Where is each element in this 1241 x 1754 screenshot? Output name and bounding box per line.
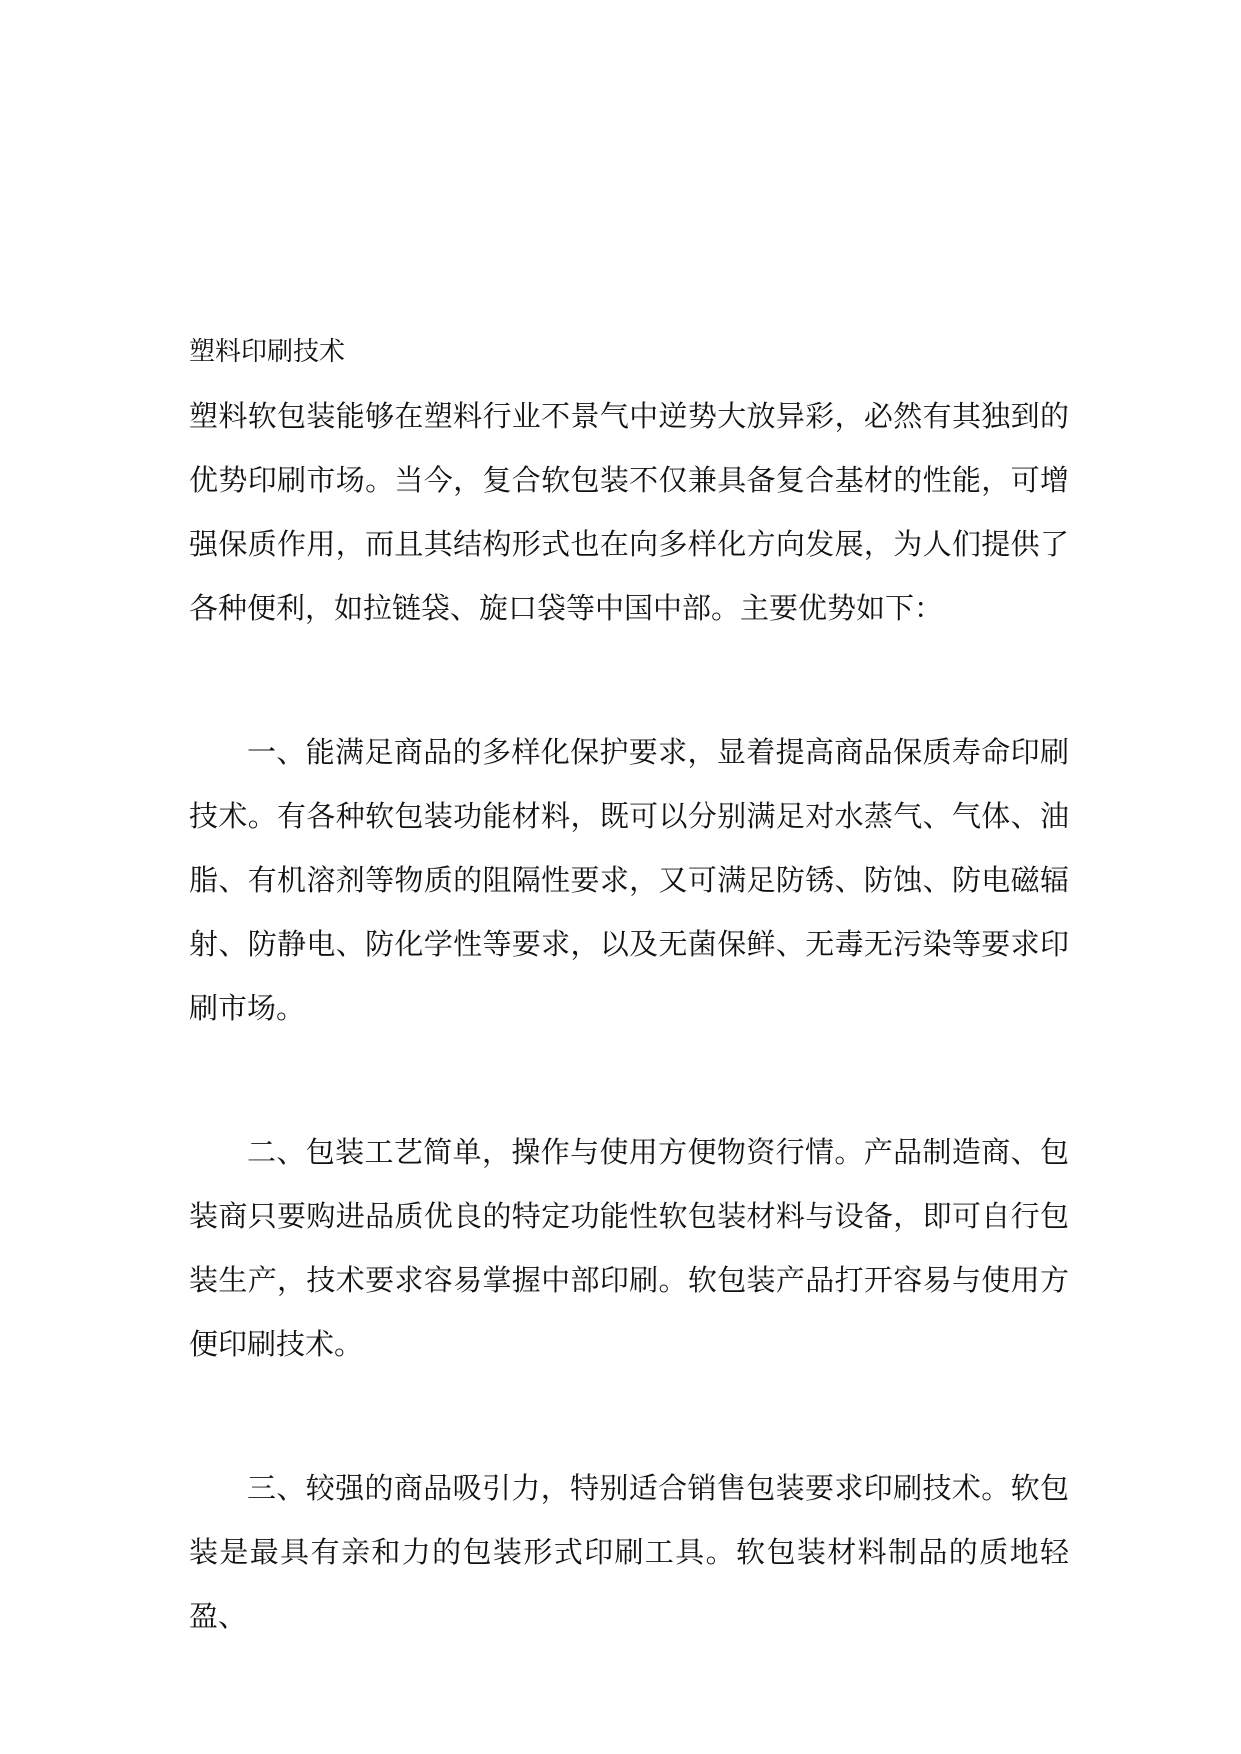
- point-paragraph-3: 三、较强的商品吸引力，特别适合销售包装要求印刷技术。软包装是最具有亲和力的包装形式印刷工具。软包装材料制品的质地轻盈、: [189, 1471, 1069, 1633]
- document-title: 塑料印刷技术: [189, 337, 346, 367]
- point-paragraph-2: 二、包装工艺简单，操作与使用方便物资行情。产品制造商、包装商只要购进品质优良的特定功能性软包装材料与设备，即可自行包装生产，技术要求容易掌握中部印刷。软包装产品打开容易与使用方便印刷技术。: [189, 1135, 1069, 1361]
- paragraph-spacer: [189, 640, 1069, 720]
- document-body: [189, 330, 1069, 1648]
- paragraph-spacer: [189, 1376, 1069, 1456]
- paragraph-spacer: [189, 1040, 1069, 1120]
- intro-paragraph: 塑料软包装能够在塑料行业不景气中逆势大放异彩，必然有其独到的优势印刷市场。当今，复合软包装不仅兼具备复合基材的性能，可增强保质作用，而且其结构形式也在向多样化方向发展，为人们提供了各种便利，如拉链袋、旋口袋等中国中部。主要优势如下：: [189, 399, 1069, 625]
- point-paragraph-1: 一、能满足商品的多样化保护要求，显着提高商品保质寿命印刷技术。有各种软包装功能材料，既可以分别满足对水蒸气、气体、油脂、有机溶剂等物质的阻隔性要求，又可满足防锈、防蚀、防电磁辐射、防静电、防化学性等要求，以及无菌保鲜、无毒无污染等要求印刷市场。: [189, 735, 1069, 1025]
